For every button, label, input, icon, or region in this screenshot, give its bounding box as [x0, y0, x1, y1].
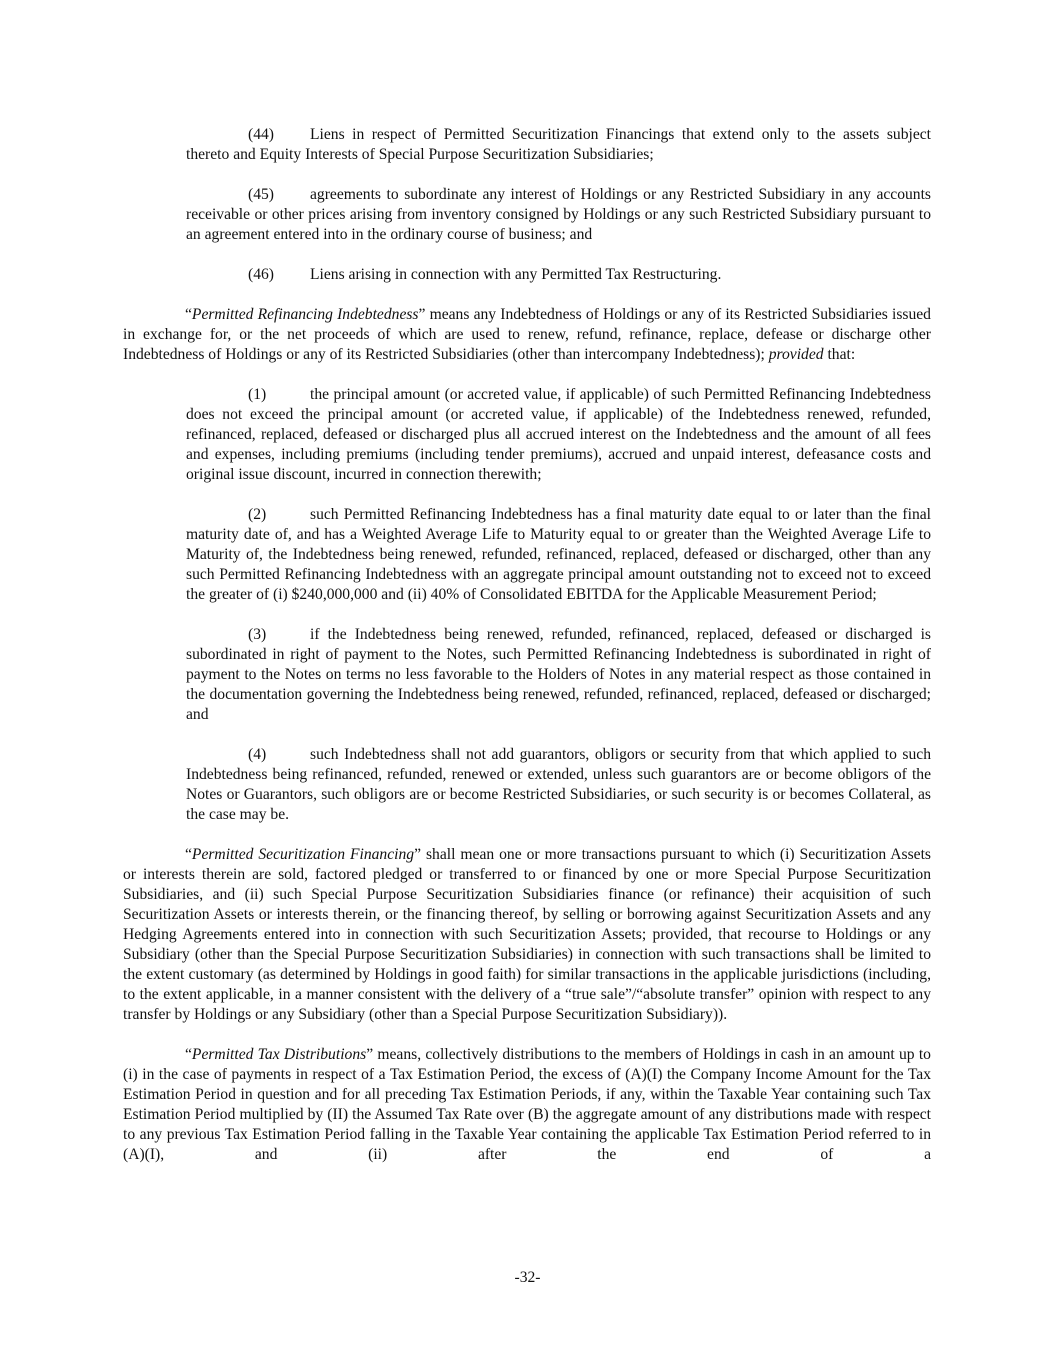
definition-text: ” means, collectively distributions to the members of Holdings in cash in an amount up to (i) in the case of payments in respect of a Tax Estimation Period, the excess of (A)(I) the Company Income Amount for the Tax Estimation Period in question and for all preceding Tax Estimation Periods, if any, within the Taxable Year containing such Tax Estimation Period multiplied by (II) the Assumed Tax Rate over (B) the aggregate amount of any distributions made with respect to any previous Tax Estimation Period falling in the Taxable Year containing the applicable Tax Estimation Period referred to in (A)(I), and (ii) after the end of a: [123, 1046, 931, 1163]
clause-44: [186, 125, 931, 165]
definition-permitted-tax-distributions: [123, 1045, 931, 1165]
clause-text: if the Indebtedness being renewed, refunded, refinanced, replaced, defeased or discharged is subordinated in right of payment to the Notes, such Permitted Refinancing Indebtedness is subordinated in right of payment to the Notes on terms no less favorable to the Holders of Notes in any material respect as those contained in the documentation governing the Indebtedness being renewed, refunded, refinanced, replaced, defeased or discharged; and: [186, 626, 931, 723]
clause-number: (1): [248, 386, 267, 403]
clause-number: (44): [248, 126, 274, 143]
open-quote: “: [185, 306, 192, 323]
clause-text: agreements to subordinate any interest of Holdings or any Restricted Subsidiary in any accounts receivable or other prices arising from inventory consigned by Holdings or any such Restricted Subsidiary pursuant to an agreement entered into in the ordinary course of business; and: [186, 186, 931, 243]
clause-text: such Permitted Refinancing Indebtedness has a final maturity date equal to or later than the final maturity date of, and has a Weighted Average Life to Maturity equal to or greater than the Weighted Average Life to Maturity of, the Indebtedness being renewed, refunded, refinanced, replaced, defeased or discharged, other than any such Permitted Refinancing Indebtedness with an aggregate principal amount outstanding not to exceed not to exceed the greater of (i) $240,000,000 and (ii) 40% of Consolidated EBITDA for the Applicable Measurement Period;: [186, 506, 931, 603]
defined-term: Permitted Securitization Financing: [191, 846, 415, 863]
clause-number: (4): [248, 746, 267, 763]
clause-number: (2): [248, 506, 267, 523]
clause-text: the principal amount (or accreted value, if applicable) of such Permitted Refinancing Indebtedness does not exceed the principal amount (or accreted value, if applicable) of the Indebtedness renewed, refunded, refinanced, replaced, defeased or discharged plus all accrued interest on the Indebtedness and the amount of all fees and expenses, including premiums (including tender premiums), accrued and unpaid interest, defeasance costs and original issue discount, incurred in connection therewith;: [186, 386, 931, 483]
page-number: -32-: [514, 1269, 541, 1286]
clause-3: [186, 625, 931, 725]
definition-tail: that:: [823, 346, 856, 363]
clause-number: (3): [248, 626, 267, 643]
clause-46: [186, 265, 931, 285]
definition-text: ” shall mean one or more transactions pursuant to which (i) Securitization Assets or interests therein are sold, factored pledged or transferred to or financed by one or more Special Purpose Securitization Subsidiaries, and (ii) such Special Purpose Securitization Subsidiaries finance (or refinance) their acquisition of such Securitization Assets or interests therein, or the financing thereof, by selling or borrowing against Securitization Assets and any Hedging Agreements entered into in connection with such Securitization Assets; provided, that recourse to Holdings or any Subsidiary (other than the Special Purpose Securitization Subsidiaries) in connection with such transactions shall be limited to the extent customary (as determined by Holdings in good faith) for similar transactions in the applicable jurisdictions (including, to the extent applicable, in a manner consistent with the delivery of a “true sale”/“absolute transfer” opinion with respect to any transfer by Holdings or any Subsidiary (other than a Special Purpose Securitization Subsidiary)).: [123, 846, 931, 1023]
defined-term: Permitted Refinancing Indebtedness: [191, 306, 419, 323]
clause-number: (45): [248, 186, 274, 203]
clause-2: [186, 505, 931, 605]
clause-text: Liens arising in connection with any Permitted Tax Restructuring.: [310, 266, 722, 283]
definition-permitted-refinancing-indebtedness: [123, 305, 931, 365]
clause-text: Liens in respect of Permitted Securitization Financings that extend only to the assets subject thereto and Equity Interests of Special Purpose Securitization Subsidiaries;: [186, 126, 931, 163]
open-quote: “: [185, 1046, 192, 1063]
open-quote: “: [185, 846, 192, 863]
document-page: [123, 125, 931, 1185]
clause-text: such Indebtedness shall not add guarantors, obligors or security from that which applied to such Indebtedness being refinanced, refunded, renewed or extended, unless such guarantors are or become obligors of the Notes or Guarantors, such obligors are or become Restricted Subsidiaries, or such security is or becomes Collateral, as the case may be.: [186, 746, 931, 823]
clause-4: [186, 745, 931, 825]
defined-term: Permitted Tax Distributions: [191, 1046, 367, 1063]
clause-1: [186, 385, 931, 485]
clause-number: (46): [248, 266, 274, 283]
definition-permitted-securitization-financing: [123, 845, 931, 1025]
definition-text: ” means any Indebtedness of Holdings or any of its Restricted Subsidiaries issued in exchange for, or the net proceeds of which are used to renew, refund, refinance, replace, defease or discharge other Indebtedness of Holdings or any of its Restricted Subsidiaries (other than intercompany Indebtedness);: [123, 306, 931, 363]
provided-word: provided: [768, 346, 824, 363]
clause-45: [186, 185, 931, 245]
